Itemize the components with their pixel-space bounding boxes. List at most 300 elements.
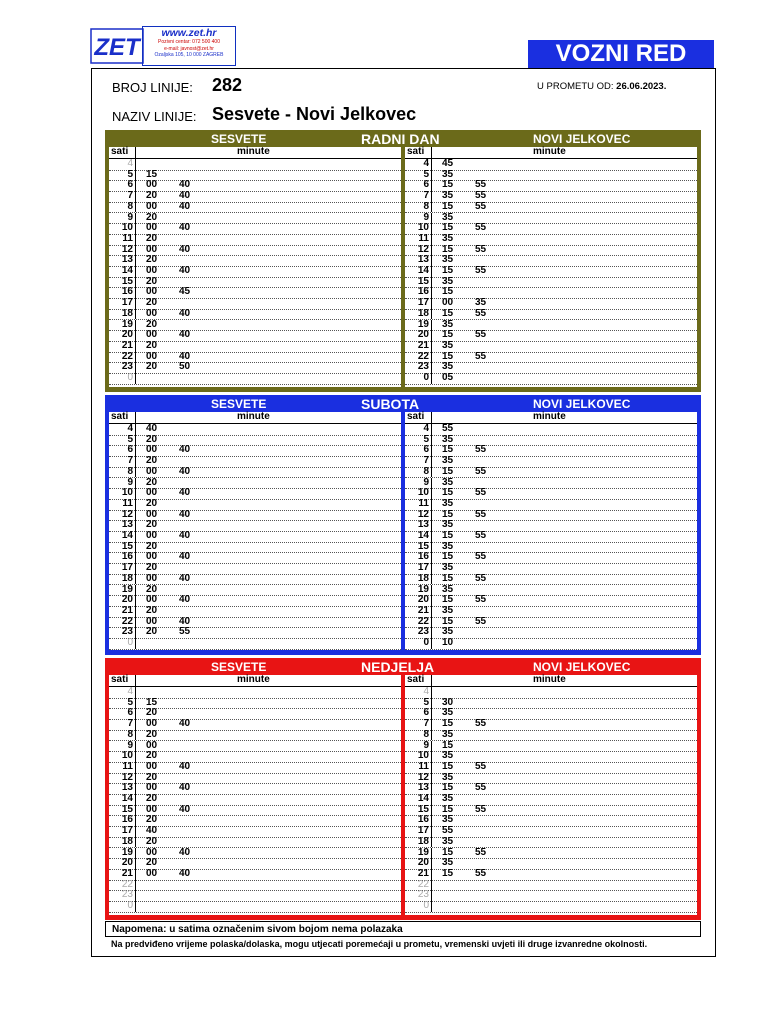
minute-cell: 00 bbox=[146, 444, 158, 456]
minute-cell: 45 bbox=[442, 158, 454, 169]
hour-cell: 8 bbox=[423, 728, 429, 740]
hour-cell: 13 bbox=[121, 782, 133, 794]
minute-cell: 40 bbox=[179, 307, 191, 319]
hour-cell: 16 bbox=[417, 286, 429, 298]
row-separator bbox=[135, 223, 136, 234]
minute-cell: 35 bbox=[442, 168, 454, 180]
minute-cell: 40 bbox=[179, 200, 191, 212]
row-separator bbox=[135, 815, 136, 826]
section-day-title: SUBOTA bbox=[361, 396, 420, 412]
u-prometu-label: U PROMETU OD: bbox=[537, 81, 614, 92]
row-separator bbox=[135, 478, 136, 489]
row-separator bbox=[135, 435, 136, 446]
row-separator bbox=[135, 606, 136, 617]
minute-cell: 40 bbox=[179, 530, 191, 541]
minute-cell: 00 bbox=[146, 465, 158, 477]
hour-cell: 21 bbox=[121, 339, 133, 351]
minute-cell: 15 bbox=[442, 243, 454, 255]
row-separator bbox=[135, 202, 136, 213]
row-separator bbox=[135, 805, 136, 816]
hour-cell: 20 bbox=[121, 329, 133, 341]
row-separator bbox=[135, 890, 136, 901]
section-right-title: NOVI JELKOVEC bbox=[533, 132, 631, 146]
minute-cell: 35 bbox=[442, 604, 454, 616]
minute-cell: 20 bbox=[146, 275, 158, 287]
minute-cell: 35 bbox=[442, 254, 454, 266]
column-header bbox=[405, 675, 697, 687]
hour-cell: 21 bbox=[417, 867, 429, 879]
minute-cell: 20 bbox=[146, 361, 158, 373]
row-separator bbox=[135, 687, 136, 698]
minute-cell: 20 bbox=[146, 455, 158, 467]
row-separator bbox=[431, 424, 432, 435]
row-separator bbox=[431, 266, 432, 277]
broj-linije-label: BROJ LINIJE: bbox=[112, 80, 193, 95]
row-separator bbox=[431, 762, 432, 773]
minute-cell: 55 bbox=[442, 825, 454, 837]
row-separator bbox=[135, 488, 136, 499]
u-prometu-od bbox=[537, 81, 666, 92]
row-separator bbox=[431, 352, 432, 363]
minute-cell: 20 bbox=[146, 297, 158, 309]
row-separator bbox=[135, 467, 136, 478]
row-separator bbox=[135, 880, 136, 891]
row-separator bbox=[431, 880, 432, 891]
hour-cell: 15 bbox=[417, 540, 429, 552]
hour-cell: 19 bbox=[121, 583, 133, 595]
minute-cell: 15 bbox=[442, 530, 454, 541]
timetable-row bbox=[405, 901, 697, 913]
minute-cell: 00 bbox=[146, 329, 158, 341]
hour-cell: 6 bbox=[127, 707, 133, 719]
panel-right bbox=[405, 675, 697, 915]
row-separator bbox=[431, 708, 432, 719]
hour-cell: 18 bbox=[121, 572, 133, 584]
hour-cell: 11 bbox=[122, 497, 133, 509]
row-separator bbox=[135, 773, 136, 784]
minute-cell: 00 bbox=[146, 594, 158, 606]
row-separator bbox=[135, 159, 136, 170]
minute-cell: 40 bbox=[179, 615, 191, 627]
hour-cell: 18 bbox=[121, 307, 133, 319]
minute-cell: 20 bbox=[146, 433, 158, 445]
hour-cell: 15 bbox=[121, 803, 133, 815]
minute-cell: 40 bbox=[179, 179, 191, 191]
hour-cell: 9 bbox=[423, 476, 429, 488]
row-separator bbox=[431, 638, 432, 649]
hour-cell: 12 bbox=[417, 508, 429, 520]
hour-cell: 18 bbox=[417, 572, 429, 584]
row-separator bbox=[431, 574, 432, 585]
minute-cell: 15 bbox=[442, 286, 454, 298]
row-separator bbox=[135, 638, 136, 649]
minute-cell: 00 bbox=[146, 487, 158, 499]
minute-cell: 35 bbox=[442, 190, 454, 202]
minute-cell: 55 bbox=[475, 190, 487, 202]
row-separator bbox=[135, 762, 136, 773]
row-separator bbox=[431, 783, 432, 794]
minute-cell: 55 bbox=[475, 846, 487, 858]
hour-cell: 9 bbox=[127, 476, 133, 488]
minute-cell: 15 bbox=[442, 594, 454, 606]
logo-line2[interactable]: e-mail: javnost@zet.hr bbox=[164, 45, 214, 52]
minute-cell: 20 bbox=[146, 814, 158, 826]
row-separator bbox=[431, 531, 432, 542]
u-prometu-value: 26.06.2023. bbox=[616, 81, 667, 92]
minute-cell: 15 bbox=[442, 739, 454, 751]
hour-cell: 4 bbox=[127, 686, 133, 697]
minute-cell: 35 bbox=[442, 318, 454, 330]
hour-cell: 20 bbox=[417, 594, 429, 606]
section-right-title: NOVI JELKOVEC bbox=[533, 660, 631, 674]
hour-cell: 15 bbox=[417, 275, 429, 287]
row-separator bbox=[135, 362, 136, 373]
hour-cell: 8 bbox=[423, 200, 429, 212]
minute-cell: 15 bbox=[442, 350, 454, 362]
minute-cell: 40 bbox=[179, 190, 191, 202]
row-separator bbox=[431, 180, 432, 191]
hour-cell: 5 bbox=[423, 168, 429, 180]
row-separator bbox=[431, 794, 432, 805]
row-separator bbox=[135, 277, 136, 288]
minutes-header: minute bbox=[533, 146, 566, 157]
row-separator bbox=[431, 698, 432, 709]
row-separator bbox=[431, 445, 432, 456]
row-separator bbox=[135, 531, 136, 542]
minute-cell: 35 bbox=[442, 835, 454, 847]
minute-cell: 20 bbox=[146, 793, 158, 804]
row-separator bbox=[135, 180, 136, 191]
row-separator bbox=[135, 499, 136, 510]
minutes-header: minute bbox=[237, 146, 270, 157]
minute-cell: 15 bbox=[442, 465, 454, 477]
minute-cell: 20 bbox=[146, 232, 158, 244]
minute-cell: 40 bbox=[179, 760, 191, 772]
row-separator bbox=[135, 456, 136, 467]
minute-cell: 55 bbox=[475, 487, 487, 499]
hour-cell: 18 bbox=[417, 307, 429, 319]
hour-cell: 12 bbox=[121, 243, 133, 255]
row-separator bbox=[135, 424, 136, 435]
hours-header: sati bbox=[111, 674, 129, 685]
row-separator bbox=[135, 858, 136, 869]
hour-cell: 22 bbox=[417, 878, 429, 890]
hour-cell: 7 bbox=[423, 718, 429, 730]
minute-cell: 35 bbox=[442, 771, 454, 783]
row-separator bbox=[135, 741, 136, 752]
hour-cell: 14 bbox=[417, 265, 429, 276]
minute-cell: 35 bbox=[442, 562, 454, 574]
hour-cell: 16 bbox=[121, 551, 133, 563]
row-separator bbox=[431, 741, 432, 752]
minute-cell: 35 bbox=[442, 750, 454, 762]
minute-cell: 00 bbox=[146, 179, 158, 191]
hour-cell: 22 bbox=[121, 350, 133, 362]
minute-cell: 40 bbox=[179, 222, 191, 234]
hour-cell: 18 bbox=[121, 835, 133, 847]
minute-cell: 55 bbox=[475, 350, 487, 362]
row-separator bbox=[431, 606, 432, 617]
row-separator bbox=[135, 719, 136, 730]
minute-cell: 35 bbox=[442, 857, 454, 869]
hour-cell: 6 bbox=[423, 179, 429, 191]
minute-cell: 20 bbox=[146, 497, 158, 509]
minute-cell: 15 bbox=[442, 265, 454, 276]
hour-cell: 16 bbox=[417, 551, 429, 563]
minute-cell: 55 bbox=[475, 615, 487, 627]
hour-cell: 6 bbox=[127, 179, 133, 191]
hours-header: sati bbox=[407, 411, 425, 422]
minute-cell: 45 bbox=[179, 286, 191, 298]
napomena-note: Napomena: u satima označenim sivom bojom nema polazaka bbox=[105, 921, 701, 937]
row-separator bbox=[135, 574, 136, 585]
minute-cell: 20 bbox=[146, 190, 158, 202]
hour-cell: 14 bbox=[417, 530, 429, 541]
column-separator bbox=[431, 675, 432, 686]
hour-cell: 10 bbox=[417, 750, 429, 762]
hour-cell: 17 bbox=[121, 825, 133, 837]
logo-line1: Pozivni centar: 072 500 400 bbox=[158, 39, 220, 45]
minute-cell: 00 bbox=[146, 760, 158, 772]
hour-cell: 4 bbox=[127, 158, 133, 169]
minute-cell: 15 bbox=[146, 168, 158, 180]
hour-cell: 12 bbox=[417, 243, 429, 255]
minute-cell: 00 bbox=[146, 572, 158, 584]
row-separator bbox=[431, 320, 432, 331]
minute-cell: 55 bbox=[475, 222, 487, 234]
hour-cell: 9 bbox=[127, 211, 133, 223]
hour-cell: 4 bbox=[127, 423, 133, 434]
hour-cell: 20 bbox=[417, 329, 429, 341]
hour-cell: 13 bbox=[417, 782, 429, 794]
minute-cell: 55 bbox=[475, 465, 487, 477]
zet-logo-mark-icon bbox=[90, 28, 144, 64]
row-separator bbox=[431, 202, 432, 213]
row-separator bbox=[135, 563, 136, 574]
row-separator bbox=[431, 373, 432, 384]
hour-cell: 13 bbox=[417, 519, 429, 531]
hour-cell: 0 bbox=[127, 372, 133, 383]
hour-cell: 0 bbox=[423, 372, 429, 383]
section-subota bbox=[105, 395, 701, 655]
minute-cell: 55 bbox=[475, 508, 487, 520]
row-separator bbox=[431, 869, 432, 880]
hour-cell: 9 bbox=[423, 211, 429, 223]
section-left-title: SESVETE bbox=[211, 397, 267, 411]
hour-cell: 10 bbox=[121, 222, 133, 234]
column-separator bbox=[135, 147, 136, 158]
row-separator bbox=[431, 563, 432, 574]
row-separator bbox=[431, 362, 432, 373]
hour-cell: 22 bbox=[417, 350, 429, 362]
column-separator bbox=[431, 147, 432, 158]
minute-cell: 05 bbox=[442, 372, 454, 383]
hour-cell: 15 bbox=[121, 275, 133, 287]
minutes-header: minute bbox=[237, 674, 270, 685]
hour-cell: 5 bbox=[127, 433, 133, 445]
row-separator bbox=[135, 445, 136, 456]
row-separator bbox=[431, 815, 432, 826]
row-separator bbox=[431, 730, 432, 741]
row-separator bbox=[431, 330, 432, 341]
minute-cell: 15 bbox=[442, 551, 454, 563]
hour-cell: 23 bbox=[417, 889, 429, 901]
hour-cell: 5 bbox=[423, 433, 429, 445]
row-separator bbox=[135, 698, 136, 709]
zet-logo bbox=[90, 26, 232, 65]
row-separator bbox=[135, 170, 136, 181]
minute-cell: 40 bbox=[179, 803, 191, 815]
row-separator bbox=[135, 794, 136, 805]
minute-cell: 35 bbox=[442, 626, 454, 638]
hour-cell: 19 bbox=[417, 583, 429, 595]
hour-cell: 10 bbox=[121, 487, 133, 499]
hour-cell: 13 bbox=[121, 519, 133, 531]
row-separator bbox=[135, 298, 136, 309]
minute-cell: 35 bbox=[442, 728, 454, 740]
minute-cell: 00 bbox=[146, 307, 158, 319]
hour-cell: 7 bbox=[127, 190, 133, 202]
minute-cell: 55 bbox=[475, 329, 487, 341]
minute-cell: 15 bbox=[442, 222, 454, 234]
hour-cell: 17 bbox=[121, 297, 133, 309]
row-separator bbox=[431, 234, 432, 245]
hour-cell: 21 bbox=[417, 339, 429, 351]
hour-cell: 23 bbox=[417, 361, 429, 373]
hour-cell: 23 bbox=[121, 626, 133, 638]
minute-cell: 35 bbox=[442, 540, 454, 552]
row-separator bbox=[431, 837, 432, 848]
row-separator bbox=[135, 352, 136, 363]
broj-linije-value: 282 bbox=[212, 75, 243, 95]
hour-cell: 15 bbox=[417, 803, 429, 815]
minute-cell: 15 bbox=[442, 867, 454, 879]
hour-cell: 14 bbox=[121, 530, 133, 541]
minute-cell: 20 bbox=[146, 728, 158, 740]
minute-cell: 35 bbox=[442, 455, 454, 467]
minute-cell: 35 bbox=[442, 211, 454, 223]
hour-cell: 20 bbox=[417, 857, 429, 869]
minute-cell: 40 bbox=[179, 508, 191, 520]
hour-cell: 6 bbox=[423, 444, 429, 456]
panel-left bbox=[109, 675, 401, 915]
row-separator bbox=[431, 499, 432, 510]
hour-cell: 0 bbox=[423, 900, 429, 911]
column-separator bbox=[431, 412, 432, 423]
row-separator bbox=[431, 520, 432, 531]
logo-web[interactable]: www.zet.hr bbox=[161, 27, 217, 39]
hour-cell: 11 bbox=[418, 497, 429, 509]
minute-cell: 40 bbox=[146, 423, 158, 434]
minute-cell: 20 bbox=[146, 562, 158, 574]
hour-cell: 22 bbox=[121, 615, 133, 627]
hours-header: sati bbox=[407, 674, 425, 685]
hour-cell: 0 bbox=[127, 637, 133, 648]
minute-cell: 55 bbox=[475, 760, 487, 772]
section-header bbox=[106, 396, 700, 412]
minute-cell: 00 bbox=[146, 615, 158, 627]
minute-cell: 00 bbox=[146, 551, 158, 563]
hour-cell: 23 bbox=[417, 626, 429, 638]
minute-cell: 40 bbox=[179, 572, 191, 584]
minute-cell: 35 bbox=[442, 361, 454, 373]
hour-cell: 12 bbox=[121, 771, 133, 783]
naziv-linije-value: Sesvete - Novi Jelkovec bbox=[212, 104, 417, 124]
row-separator bbox=[135, 848, 136, 859]
minute-cell: 55 bbox=[475, 551, 487, 563]
hour-cell: 5 bbox=[127, 696, 133, 708]
row-separator bbox=[431, 751, 432, 762]
minute-cell: 55 bbox=[475, 200, 487, 212]
section-header bbox=[106, 131, 700, 147]
minute-cell: 10 bbox=[442, 637, 454, 648]
row-separator bbox=[431, 542, 432, 553]
minute-cell: 20 bbox=[146, 604, 158, 616]
minute-cell: 00 bbox=[146, 530, 158, 541]
minute-cell: 20 bbox=[146, 771, 158, 783]
row-separator bbox=[431, 191, 432, 202]
hour-cell: 8 bbox=[127, 728, 133, 740]
minute-cell: 35 bbox=[442, 497, 454, 509]
minute-cell: 00 bbox=[146, 803, 158, 815]
minute-cell: 20 bbox=[146, 476, 158, 488]
row-separator bbox=[431, 277, 432, 288]
row-separator bbox=[135, 730, 136, 741]
row-separator bbox=[431, 687, 432, 698]
row-separator bbox=[135, 585, 136, 596]
logo-mark-text: ZET bbox=[94, 34, 140, 61]
row-separator bbox=[431, 456, 432, 467]
row-separator bbox=[135, 234, 136, 245]
row-separator bbox=[431, 585, 432, 596]
row-separator bbox=[431, 617, 432, 628]
hour-cell: 14 bbox=[121, 793, 133, 804]
hour-cell: 16 bbox=[121, 814, 133, 826]
minute-cell: 55 bbox=[475, 243, 487, 255]
hour-cell: 12 bbox=[417, 771, 429, 783]
hour-cell: 11 bbox=[418, 760, 429, 772]
minute-cell: 35 bbox=[442, 275, 454, 287]
hour-cell: 7 bbox=[127, 718, 133, 730]
row-separator bbox=[431, 719, 432, 730]
hour-cell: 16 bbox=[121, 286, 133, 298]
minute-cell: 55 bbox=[475, 572, 487, 584]
hours-header: sati bbox=[111, 146, 129, 157]
row-separator bbox=[431, 805, 432, 816]
row-separator bbox=[135, 552, 136, 563]
hour-cell: 21 bbox=[121, 604, 133, 616]
row-separator bbox=[135, 751, 136, 762]
timetable-row bbox=[109, 901, 401, 913]
minute-cell: 55 bbox=[475, 867, 487, 879]
section-radni-dan bbox=[105, 130, 701, 392]
minutes-header: minute bbox=[533, 674, 566, 685]
panel-left bbox=[109, 147, 401, 387]
hour-cell: 18 bbox=[417, 835, 429, 847]
minute-cell: 00 bbox=[146, 350, 158, 362]
row-separator bbox=[135, 373, 136, 384]
hour-cell: 8 bbox=[127, 465, 133, 477]
hour-cell: 22 bbox=[417, 615, 429, 627]
hour-cell: 19 bbox=[121, 318, 133, 330]
minute-cell: 40 bbox=[179, 487, 191, 499]
minute-cell: 40 bbox=[179, 444, 191, 456]
hour-cell: 11 bbox=[122, 760, 133, 772]
minute-cell: 30 bbox=[442, 696, 454, 708]
minute-cell: 40 bbox=[179, 350, 191, 362]
minute-cell: 35 bbox=[475, 297, 487, 309]
section-day-title: RADNI DAN bbox=[361, 131, 440, 147]
